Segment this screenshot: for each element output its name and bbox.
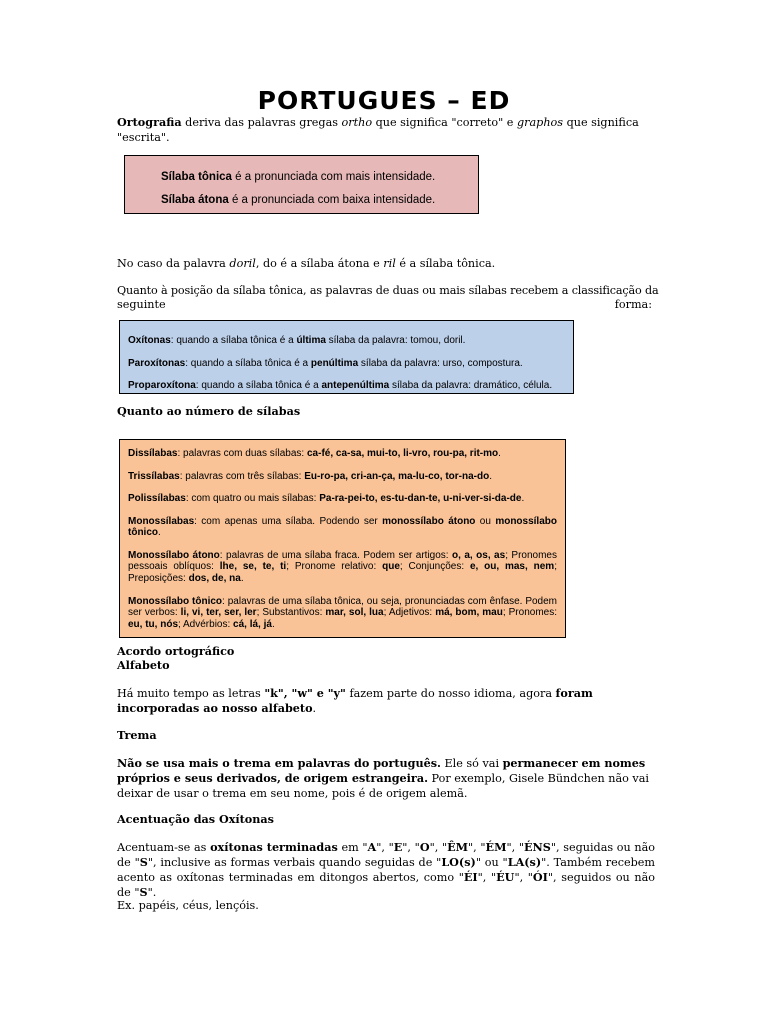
paroxitonas-line [128, 353, 573, 376]
atono-text: : palavras de uma sílaba fraca. Podem ser artigos: [219, 549, 453, 561]
oxitonas-heading: Acentuação das Oxítonas [117, 812, 274, 826]
paroxitonas-bold: penúltima [310, 357, 359, 369]
proparoxitona-line [128, 375, 573, 398]
tonico-bold: cá, lá, já [233, 619, 272, 631]
silaba-tonica-term: Sílaba tônica [161, 171, 232, 183]
ox-text: ", " [429, 841, 448, 854]
atono-end: . [240, 573, 244, 585]
alfabeto-letters: "k", "w" e "y" [264, 686, 346, 700]
ox-ending: ÓI [532, 870, 548, 884]
ox-ending: LO(s) [441, 855, 476, 869]
ox-text: ", " [477, 871, 497, 884]
ox-text: ", " [468, 841, 486, 854]
oxitonas-paragraph [117, 840, 655, 900]
ox-bold: oxítonas terminadas [210, 840, 338, 854]
monossilabas-end: . [158, 527, 161, 539]
alfabeto-heading: Alfabeto [117, 658, 170, 672]
monossilabas-bold: monossílabo tônico [128, 515, 557, 539]
trissilabas-term: Trissílabas [128, 470, 180, 482]
doril-ril: ril [383, 257, 396, 270]
oxitonas-text: sílaba da palavra: tomou, doril. [325, 335, 466, 346]
trissilabas-text: : palavras com três sílabas: [179, 470, 305, 482]
alfabeto-paragraph [117, 686, 655, 716]
tonico-text: ; Substantivos: [256, 607, 326, 619]
silaba-atona-text: é a pronunciada com baixa intensidade. [228, 194, 436, 206]
ox-text: ", " [376, 841, 394, 854]
ox-ending: O [419, 840, 430, 854]
trissilabas-examples: Eu-ro-pa, cri-an-ça, ma-lu-co, tor-na-do [304, 470, 490, 482]
atono-text: ; Preposições: [128, 561, 557, 585]
page-title: PORTUGUES – ED [257, 86, 511, 115]
doril-text: No caso da palavra [117, 257, 230, 270]
intro-term: Ortografia [117, 115, 182, 129]
tonico-text: ; Advérbios: [178, 619, 234, 631]
ox-text: ". Também recebem acento as oxítonas terminadas em ditongos abertos, como " [117, 856, 656, 884]
trema-bold: Não se usa mais o trema em palavras do português. [117, 756, 441, 770]
intro-text: que significa "escrita". [117, 116, 639, 144]
atono-text: ; Pronome relativo: [286, 561, 383, 573]
exemplo-line: Ex. papéis, céus, lençóis. [117, 899, 259, 912]
trissilabas-item [128, 471, 557, 483]
alfabeto-text: fazem parte do nosso idioma, agora [345, 687, 556, 700]
atono-bold: lhe, se, te, ti [219, 561, 287, 573]
intro-ortho: ortho [341, 116, 373, 129]
tonico-text: ; Pronomes: [502, 607, 557, 619]
atono-bold: que [382, 561, 400, 573]
silaba-tonica-line [161, 166, 478, 189]
alfabeto-text: Há muito tempo as letras [117, 687, 265, 700]
posicao-paragraph [117, 284, 659, 312]
silaba-definition-box [124, 155, 479, 214]
tonico-bold: má, bom, mau [435, 607, 503, 619]
monossilabas-bold: monossílabo átono [382, 515, 476, 527]
trema-paragraph [117, 756, 655, 801]
ox-text: " ou " [475, 856, 508, 869]
monossilabas-item [128, 516, 557, 539]
acordo-heading: Acordo ortográfico [117, 644, 235, 658]
numero-heading: Quanto ao número de sílabas [117, 404, 301, 418]
atono-text: ; Pronomes pessoais oblíquos: [128, 549, 557, 573]
ox-ending: S [139, 885, 148, 899]
proparoxitona-text: sílaba da palavra: dramático, célula. [389, 380, 553, 391]
ox-ending: S [139, 855, 148, 869]
trema-text: Ele só vai [440, 757, 503, 770]
ox-ending: ÉNS [524, 840, 551, 854]
atono-bold: o, a, os, as [452, 549, 506, 561]
intro-graphos: graphos [516, 116, 564, 129]
proparoxitona-text: : quando a sílaba tônica é a [195, 380, 322, 391]
doril-paragraph [117, 256, 657, 271]
ox-ending: E [393, 840, 403, 854]
oxitonas-bold: última [296, 335, 326, 346]
oxitonas-term: Oxítonas [128, 335, 171, 346]
ox-ending: A [367, 840, 377, 854]
dissilabas-item [128, 448, 557, 460]
doril-text: é a sílaba tônica. [395, 257, 496, 270]
oxitonas-line [128, 330, 573, 353]
monossilabas-term: Monossílabas [128, 515, 195, 527]
tonico-text: ; Adjetivos: [383, 607, 436, 619]
monossilabas-text: : com apenas uma sílaba. Podendo ser [194, 515, 383, 527]
posicao-line-1: Quanto à posição da sílaba tônica, as palavras de duas ou mais sílabas recebem a classificação da [117, 284, 659, 297]
intro-paragraph [117, 115, 657, 145]
silaba-atona-term: Sílaba átona [161, 194, 229, 206]
dissilabas-end: . [498, 448, 501, 459]
trema-heading: Trema [117, 728, 157, 742]
numero-silabas-box [119, 439, 566, 638]
tonico-term: Monossílabo tônico [128, 595, 223, 607]
trema-text: Por exemplo, Gisele Bündchen não vai deixar de usar o trema em seu nome, pois é de origem alemã. [117, 772, 649, 800]
posicao-line-2 [117, 298, 652, 312]
oxitonas-text: : quando a sílaba tônica é a [170, 335, 297, 346]
polissilabas-end: . [521, 493, 525, 504]
atono-bold: e, ou, mas, nem [469, 561, 555, 573]
atono-term: Monossílabo átono [128, 549, 220, 561]
monossilabas-text: ou [475, 515, 496, 527]
monossilabo-tonico-item [128, 596, 557, 631]
ox-text: Acentuam-se as [117, 841, 211, 854]
proparoxitona-term: Proparoxítona [128, 380, 196, 391]
ox-text: ", seguidas ou não de " [117, 841, 656, 869]
dissilabas-examples: ca-fé, ca-sa, mui-to, li-vro, rou-pa, rit-mo [307, 448, 499, 459]
silaba-tonica-text: é a pronunciada com mais intensidade. [231, 171, 436, 183]
monossilabo-atono-item [128, 550, 557, 585]
ox-ending: ÉU [496, 870, 515, 884]
polissilabas-text: : com quatro ou mais sílabas: [185, 493, 320, 504]
trema-bold: permanecer em nomes próprios e seus derivados, de origem estrangeira. [117, 756, 646, 785]
ox-text: ", " [514, 871, 533, 884]
ox-text: ", seguidos ou não de " [117, 871, 655, 899]
paroxitonas-term: Paroxítonas [128, 357, 186, 369]
paroxitonas-text: : quando a sílaba tônica é a [185, 357, 311, 369]
posicao-line-2-start: seguinte [117, 298, 166, 311]
doril-text: , do é a sílaba átona e [255, 257, 384, 270]
intro-text: deriva das palavras gregas [181, 116, 342, 129]
dissilabas-term: Dissílabas [128, 448, 178, 459]
ox-ending: LA(s) [507, 855, 542, 869]
tonico-end: . [271, 619, 275, 631]
tonico-bold: mar, sol, lua [325, 607, 384, 619]
polissilabas-item [128, 493, 557, 505]
alfabeto-text: . [312, 702, 317, 715]
ox-text: ", " [402, 841, 420, 854]
trissilabas-end: . [489, 470, 492, 482]
posicao-line-2-end: forma: [614, 298, 652, 311]
dissilabas-text: : palavras com duas sílabas: [177, 448, 307, 459]
silaba-atona-line [161, 189, 478, 212]
atono-text: ; Conjunções: [399, 561, 470, 573]
ox-text: ". [147, 886, 157, 899]
ox-text: ", " [506, 841, 524, 854]
ox-ending: ÊM [447, 840, 469, 854]
doril-word: doril [229, 257, 256, 270]
posicao-classification-box [119, 320, 574, 394]
tonico-bold: li, vi, ter, ser, ler [180, 607, 257, 619]
tonico-bold: eu, tu, nós [128, 619, 178, 631]
proparoxitona-bold: antepenúltima [321, 380, 390, 391]
ox-text: em " [337, 841, 368, 854]
atono-bold: dos, de, na [188, 573, 241, 585]
intro-text: que significa "correto" e [372, 116, 517, 129]
alfabeto-bold: foram incorporadas ao nosso alfabeto [117, 686, 593, 715]
ox-ending: ÉI [463, 870, 478, 884]
ox-ending: ÉM [485, 840, 507, 854]
polissilabas-examples: Pa-ra-pei-to, es-tu-dan-te, u-ni-ver-si-da-de [319, 493, 522, 504]
paroxitonas-text: sílaba da palavra: urso, compostura. [358, 357, 523, 369]
polissilabas-term: Polissílabas [128, 493, 186, 504]
tonico-text: : palavras de uma sílaba tônica, ou seja, pronunciadas com ênfase. Podem ser verbos: [128, 595, 558, 619]
ox-text: ", inclusive as formas verbais quando seguidas de " [147, 856, 442, 869]
